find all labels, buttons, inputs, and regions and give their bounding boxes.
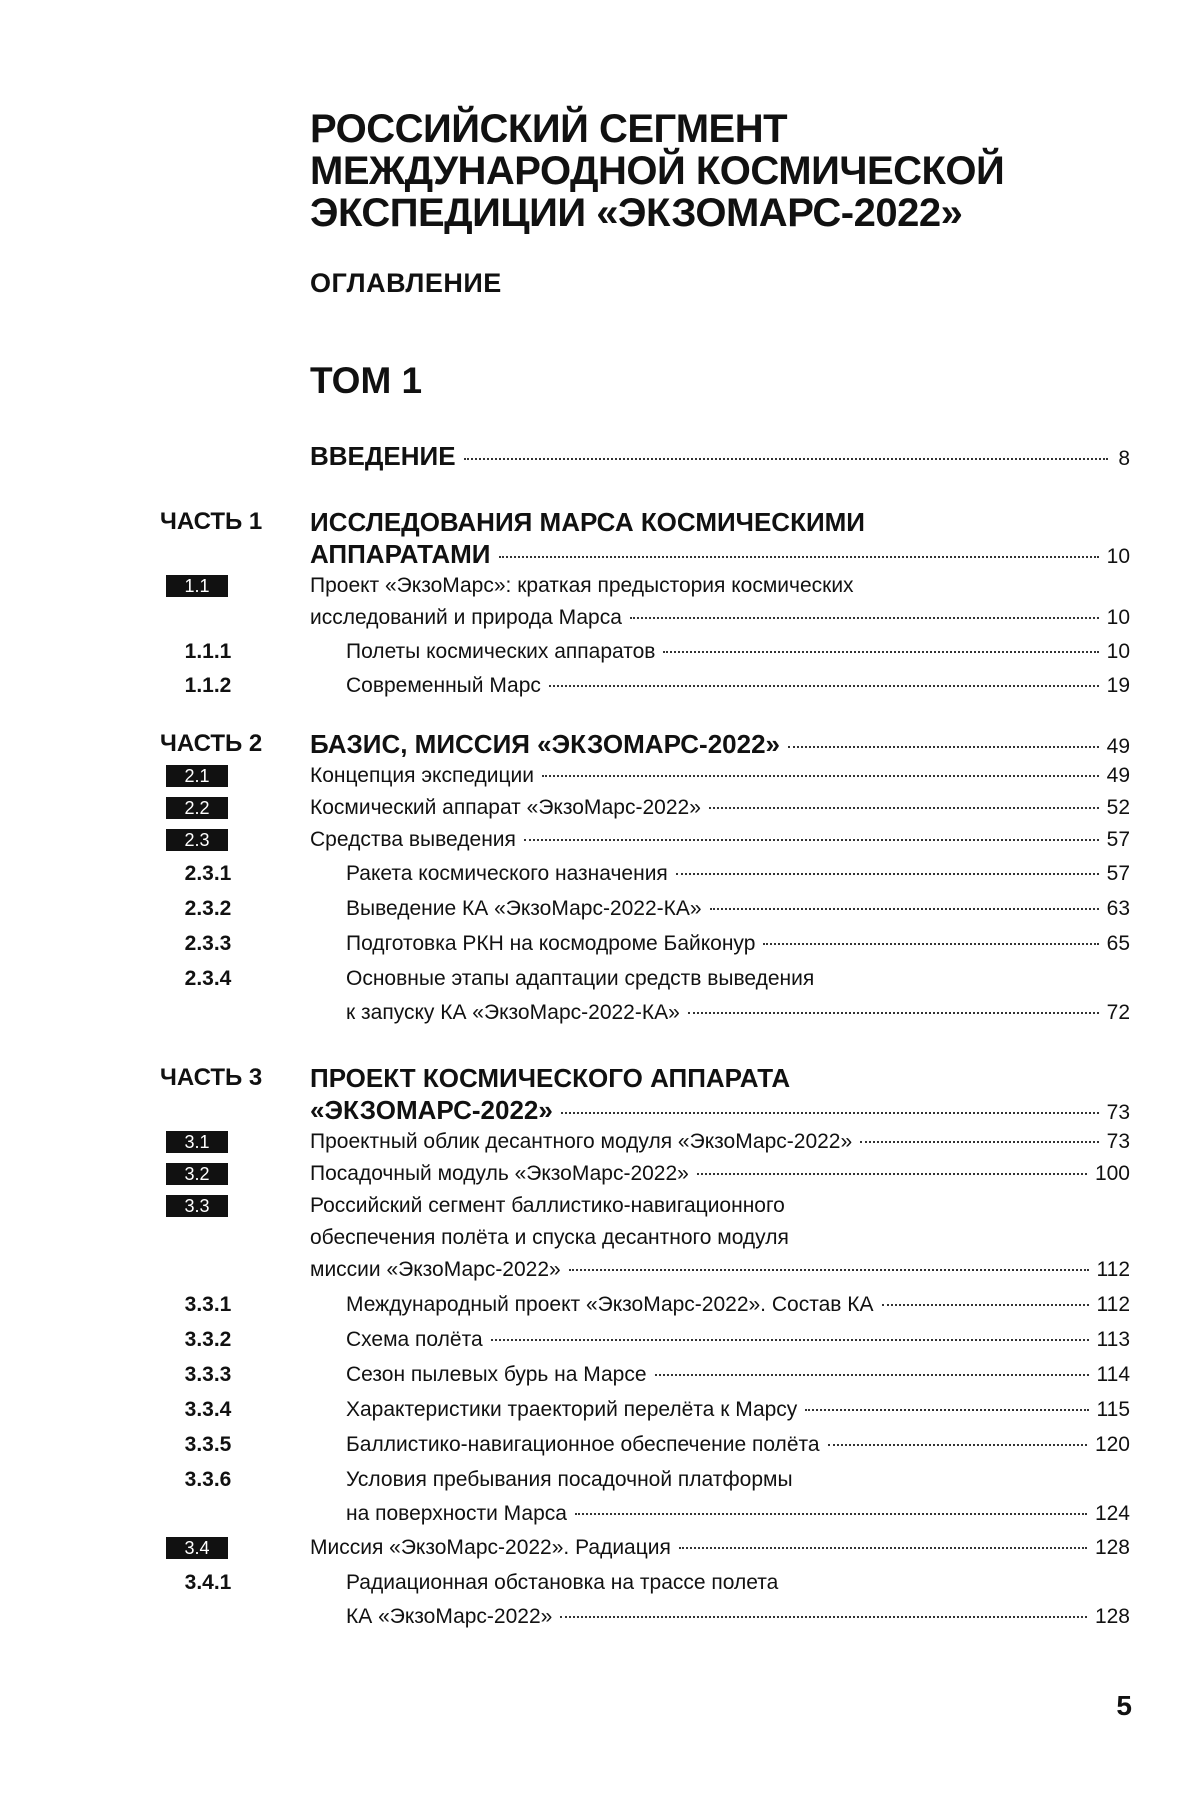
dot-leader xyxy=(663,651,1098,653)
toc-part-3-title[interactable] xyxy=(0,1094,1200,1126)
toc-entry-text: Схема полёта xyxy=(346,1328,483,1351)
toc-page-number: 112 xyxy=(1096,1293,1130,1316)
section-number: 1.1.1 xyxy=(184,640,232,663)
section-number-badge: 3.1 xyxy=(166,1131,228,1153)
toc-entry-text: Проект «ЭкзоМарс»: краткая предыстория космических xyxy=(310,574,854,597)
toc-entry-text: к запуску КА «ЭкзоМарс-2022-КА» xyxy=(346,1001,680,1024)
toc-entry-text: Космический аппарат «ЭкзоМарс-2022» xyxy=(310,796,701,819)
toc-section-3-4-1[interactable] xyxy=(0,1567,1200,1599)
section-number: 2.3.2 xyxy=(184,897,232,920)
section-number: 3.3.3 xyxy=(184,1363,232,1386)
toc-heading: ОГЛАВЛЕНИЕ xyxy=(310,268,502,298)
toc-page-number: 113 xyxy=(1096,1328,1130,1351)
dot-leader xyxy=(676,873,1099,875)
toc-section-3-3-6-cont[interactable] xyxy=(0,1498,1200,1530)
toc-section-3-3-3[interactable] xyxy=(0,1359,1200,1391)
toc-page-number: 10 xyxy=(1106,545,1130,568)
toc-entry-text: Характеристики траекторий перелёта к Марсу xyxy=(346,1398,798,1421)
section-number: 3.3.4 xyxy=(184,1398,232,1421)
toc-section-3-3-1[interactable] xyxy=(0,1289,1200,1321)
dot-leader xyxy=(655,1374,1089,1376)
dot-leader xyxy=(763,943,1098,945)
toc-page-number: 63 xyxy=(1106,897,1130,920)
part-title-line: ИССЛЕДОВАНИЯ МАРСА КОСМИЧЕСКИМИ xyxy=(310,507,865,537)
book-title xyxy=(310,108,1030,234)
toc-page-number: 10 xyxy=(1106,606,1130,629)
dot-leader xyxy=(542,775,1099,777)
toc-page-number: 49 xyxy=(1106,764,1130,787)
toc-entry-text: Международный проект «ЭкзоМарс-2022». Состав КА xyxy=(346,1293,874,1316)
section-number: 3.3.1 xyxy=(184,1293,232,1316)
book-title-line: ЭКСПЕДИЦИИ «ЭКЗОМАРС-2022» xyxy=(310,191,963,235)
toc-section-2-1[interactable] xyxy=(0,760,1200,792)
dot-leader xyxy=(882,1304,1089,1306)
toc-section-1-1-1[interactable] xyxy=(0,636,1200,668)
page-number: 5 xyxy=(1116,1690,1132,1721)
toc-section-1-1-cont[interactable] xyxy=(0,602,1200,634)
dot-leader xyxy=(575,1513,1087,1515)
section-number: 3.4.1 xyxy=(184,1571,232,1594)
toc-section-2-3-2[interactable] xyxy=(0,893,1200,925)
toc-page-number: 100 xyxy=(1094,1162,1130,1185)
toc-entry-text: Современный Марс xyxy=(346,674,541,697)
toc-section-1-1-2[interactable] xyxy=(0,670,1200,702)
toc-page-number: 49 xyxy=(1106,735,1130,758)
dot-leader xyxy=(828,1444,1087,1446)
toc-section-3-4[interactable] xyxy=(0,1532,1200,1564)
section-number-badge: 3.4 xyxy=(166,1537,228,1559)
toc-section-3-4-1-cont[interactable] xyxy=(0,1601,1200,1633)
dot-leader xyxy=(491,1339,1089,1341)
dot-leader xyxy=(569,1269,1089,1271)
part-label: ЧАСТЬ 1 xyxy=(160,508,263,535)
toc-part-3 xyxy=(0,1062,1200,1094)
dot-leader xyxy=(709,807,1099,809)
toc-page-number: 10 xyxy=(1106,640,1130,663)
toc-entry-text: Концепция экспедиции xyxy=(310,764,535,787)
part-title-line: АППАРАТАМИ xyxy=(310,539,491,569)
toc-page-number: 124 xyxy=(1094,1502,1130,1525)
dot-leader xyxy=(679,1547,1087,1549)
book-title-line: МЕЖДУНАРОДНОЙ КОСМИЧЕСКОЙ xyxy=(310,149,1005,193)
toc-page-number: 72 xyxy=(1106,1001,1130,1024)
section-number-badge: 2.2 xyxy=(166,797,228,819)
toc-page-number: 114 xyxy=(1096,1363,1130,1386)
toc-section-2-3-1[interactable] xyxy=(0,858,1200,890)
dot-leader xyxy=(697,1173,1087,1175)
dot-leader xyxy=(560,1616,1087,1618)
toc-section-3-3-4[interactable] xyxy=(0,1394,1200,1426)
toc-entry-text: Сезон пылевых бурь на Марсе xyxy=(346,1363,647,1386)
dot-leader xyxy=(805,1409,1088,1411)
volume-title: ТОМ 1 xyxy=(310,360,423,401)
toc-entry-text: Российский сегмент баллистико-навигационного xyxy=(310,1194,785,1217)
toc-page-number: 52 xyxy=(1106,796,1130,819)
part-title-line: «ЭКЗОМАРС-2022» xyxy=(310,1095,553,1125)
toc-part-1-title[interactable] xyxy=(0,538,1200,570)
toc-page-number: 8 xyxy=(1118,447,1130,470)
section-number: 2.3.4 xyxy=(184,967,232,990)
toc-section-3-1[interactable] xyxy=(0,1126,1200,1158)
toc-entry-text: на поверхности Марса xyxy=(346,1502,567,1525)
toc-section-2-3-4[interactable] xyxy=(0,963,1200,995)
dot-leader xyxy=(688,1012,1099,1014)
section-number: 3.3.5 xyxy=(184,1433,232,1456)
toc-section-2-3[interactable] xyxy=(0,824,1200,856)
toc-page-number: 19 xyxy=(1106,674,1130,697)
section-number: 3.3.2 xyxy=(184,1328,232,1351)
section-number: 2.3.3 xyxy=(184,932,232,955)
toc-page-number: 57 xyxy=(1106,862,1130,885)
toc-section-3-3-2[interactable] xyxy=(0,1324,1200,1356)
toc-entry-text: Основные этапы адаптации средств выведения xyxy=(346,967,815,990)
toc-entry-text: миссии «ЭкзоМарс-2022» xyxy=(310,1258,561,1281)
toc-entry-text: Подготовка РКН на космодроме Байконур xyxy=(346,932,756,955)
section-number-badge: 3.2 xyxy=(166,1163,228,1185)
toc-entry-text: Выведение КА «ЭкзоМарс-2022-КА» xyxy=(346,897,702,920)
section-number: 1.1.2 xyxy=(184,674,232,697)
toc-section-3-3-cont[interactable] xyxy=(0,1222,1200,1254)
dot-leader xyxy=(630,617,1099,619)
dot-leader xyxy=(710,908,1099,910)
part-title-line: ПРОЕКТ КОСМИЧЕСКОГО АППАРАТА xyxy=(310,1063,791,1093)
toc-entry-text: КА «ЭкзоМарс-2022» xyxy=(346,1605,553,1628)
toc-section-2-3-3[interactable] xyxy=(0,928,1200,960)
toc-entry-text: Миссия «ЭкзоМарс-2022». Радиация xyxy=(310,1536,671,1559)
toc-page-number: 57 xyxy=(1106,828,1130,851)
section-number-badge: 1.1 xyxy=(166,575,228,597)
toc-page-number: 112 xyxy=(1096,1258,1130,1281)
book-title-line: РОССИЙСКИЙ СЕГМЕНТ xyxy=(310,107,788,151)
toc-entry-text: Условия пребывания посадочной платформы xyxy=(346,1468,793,1491)
section-number-badge: 2.3 xyxy=(166,829,228,851)
part-title-line: БАЗИС, МИССИЯ «ЭКЗОМАРС-2022» xyxy=(310,729,780,759)
toc-page-number: 65 xyxy=(1106,932,1130,955)
toc-page-number: 120 xyxy=(1094,1433,1130,1456)
toc-entry-text: Средства выведения xyxy=(310,828,516,851)
toc-entry-text: Полеты космических аппаратов xyxy=(346,640,656,663)
part-label: ЧАСТЬ 2 xyxy=(160,730,263,757)
toc-entry-intro[interactable] xyxy=(0,440,1200,472)
toc-section-1-1[interactable] xyxy=(0,570,1200,602)
toc-section-2-3-4-cont[interactable] xyxy=(0,997,1200,1029)
dot-leader xyxy=(499,556,1099,558)
toc-entry-text: Проектный облик десантного модуля «ЭкзоМарс-2022» xyxy=(310,1130,853,1153)
toc-section-3-2[interactable] xyxy=(0,1158,1200,1190)
toc-entry-text: Баллистико-навигационное обеспечение полёта xyxy=(346,1433,820,1456)
dot-leader xyxy=(860,1141,1098,1143)
toc-part-2[interactable] xyxy=(0,728,1200,760)
section-number-badge: 3.3 xyxy=(166,1195,228,1217)
toc-section-3-3-5[interactable] xyxy=(0,1429,1200,1461)
toc-page-number: 128 xyxy=(1094,1536,1130,1559)
section-number: 3.3.6 xyxy=(184,1468,232,1491)
toc-entry-text: исследований и природа Марса xyxy=(310,606,622,629)
toc-page-number: 73 xyxy=(1106,1101,1130,1124)
dot-leader xyxy=(524,839,1099,841)
dot-leader xyxy=(549,685,1099,687)
toc-page-number: 115 xyxy=(1096,1398,1130,1421)
dot-leader xyxy=(561,1112,1099,1114)
toc-section-3-3-cont2[interactable] xyxy=(0,1254,1200,1286)
toc-section-3-3-6[interactable] xyxy=(0,1464,1200,1496)
dot-leader xyxy=(464,458,1108,460)
toc-entry-text: Ракета космического назначения xyxy=(346,862,668,885)
toc-entry-text: Посадочный модуль «ЭкзоМарс-2022» xyxy=(310,1162,689,1185)
toc-section-3-3[interactable] xyxy=(0,1190,1200,1222)
toc-entry-text: Радиационная обстановка на трассе полета xyxy=(346,1571,779,1594)
toc-entry-text: обеспечения полёта и спуска десантного модуля xyxy=(310,1226,789,1249)
toc-entry-text: ВВЕДЕНИЕ xyxy=(310,441,456,471)
section-number-badge: 2.1 xyxy=(166,765,228,787)
toc-section-2-2[interactable] xyxy=(0,792,1200,824)
section-number: 2.3.1 xyxy=(184,862,232,885)
toc-part-1 xyxy=(0,506,1200,538)
dot-leader xyxy=(788,746,1099,748)
toc-page-number: 73 xyxy=(1106,1130,1130,1153)
part-label: ЧАСТЬ 3 xyxy=(160,1064,263,1091)
toc-page-number: 128 xyxy=(1094,1605,1130,1628)
